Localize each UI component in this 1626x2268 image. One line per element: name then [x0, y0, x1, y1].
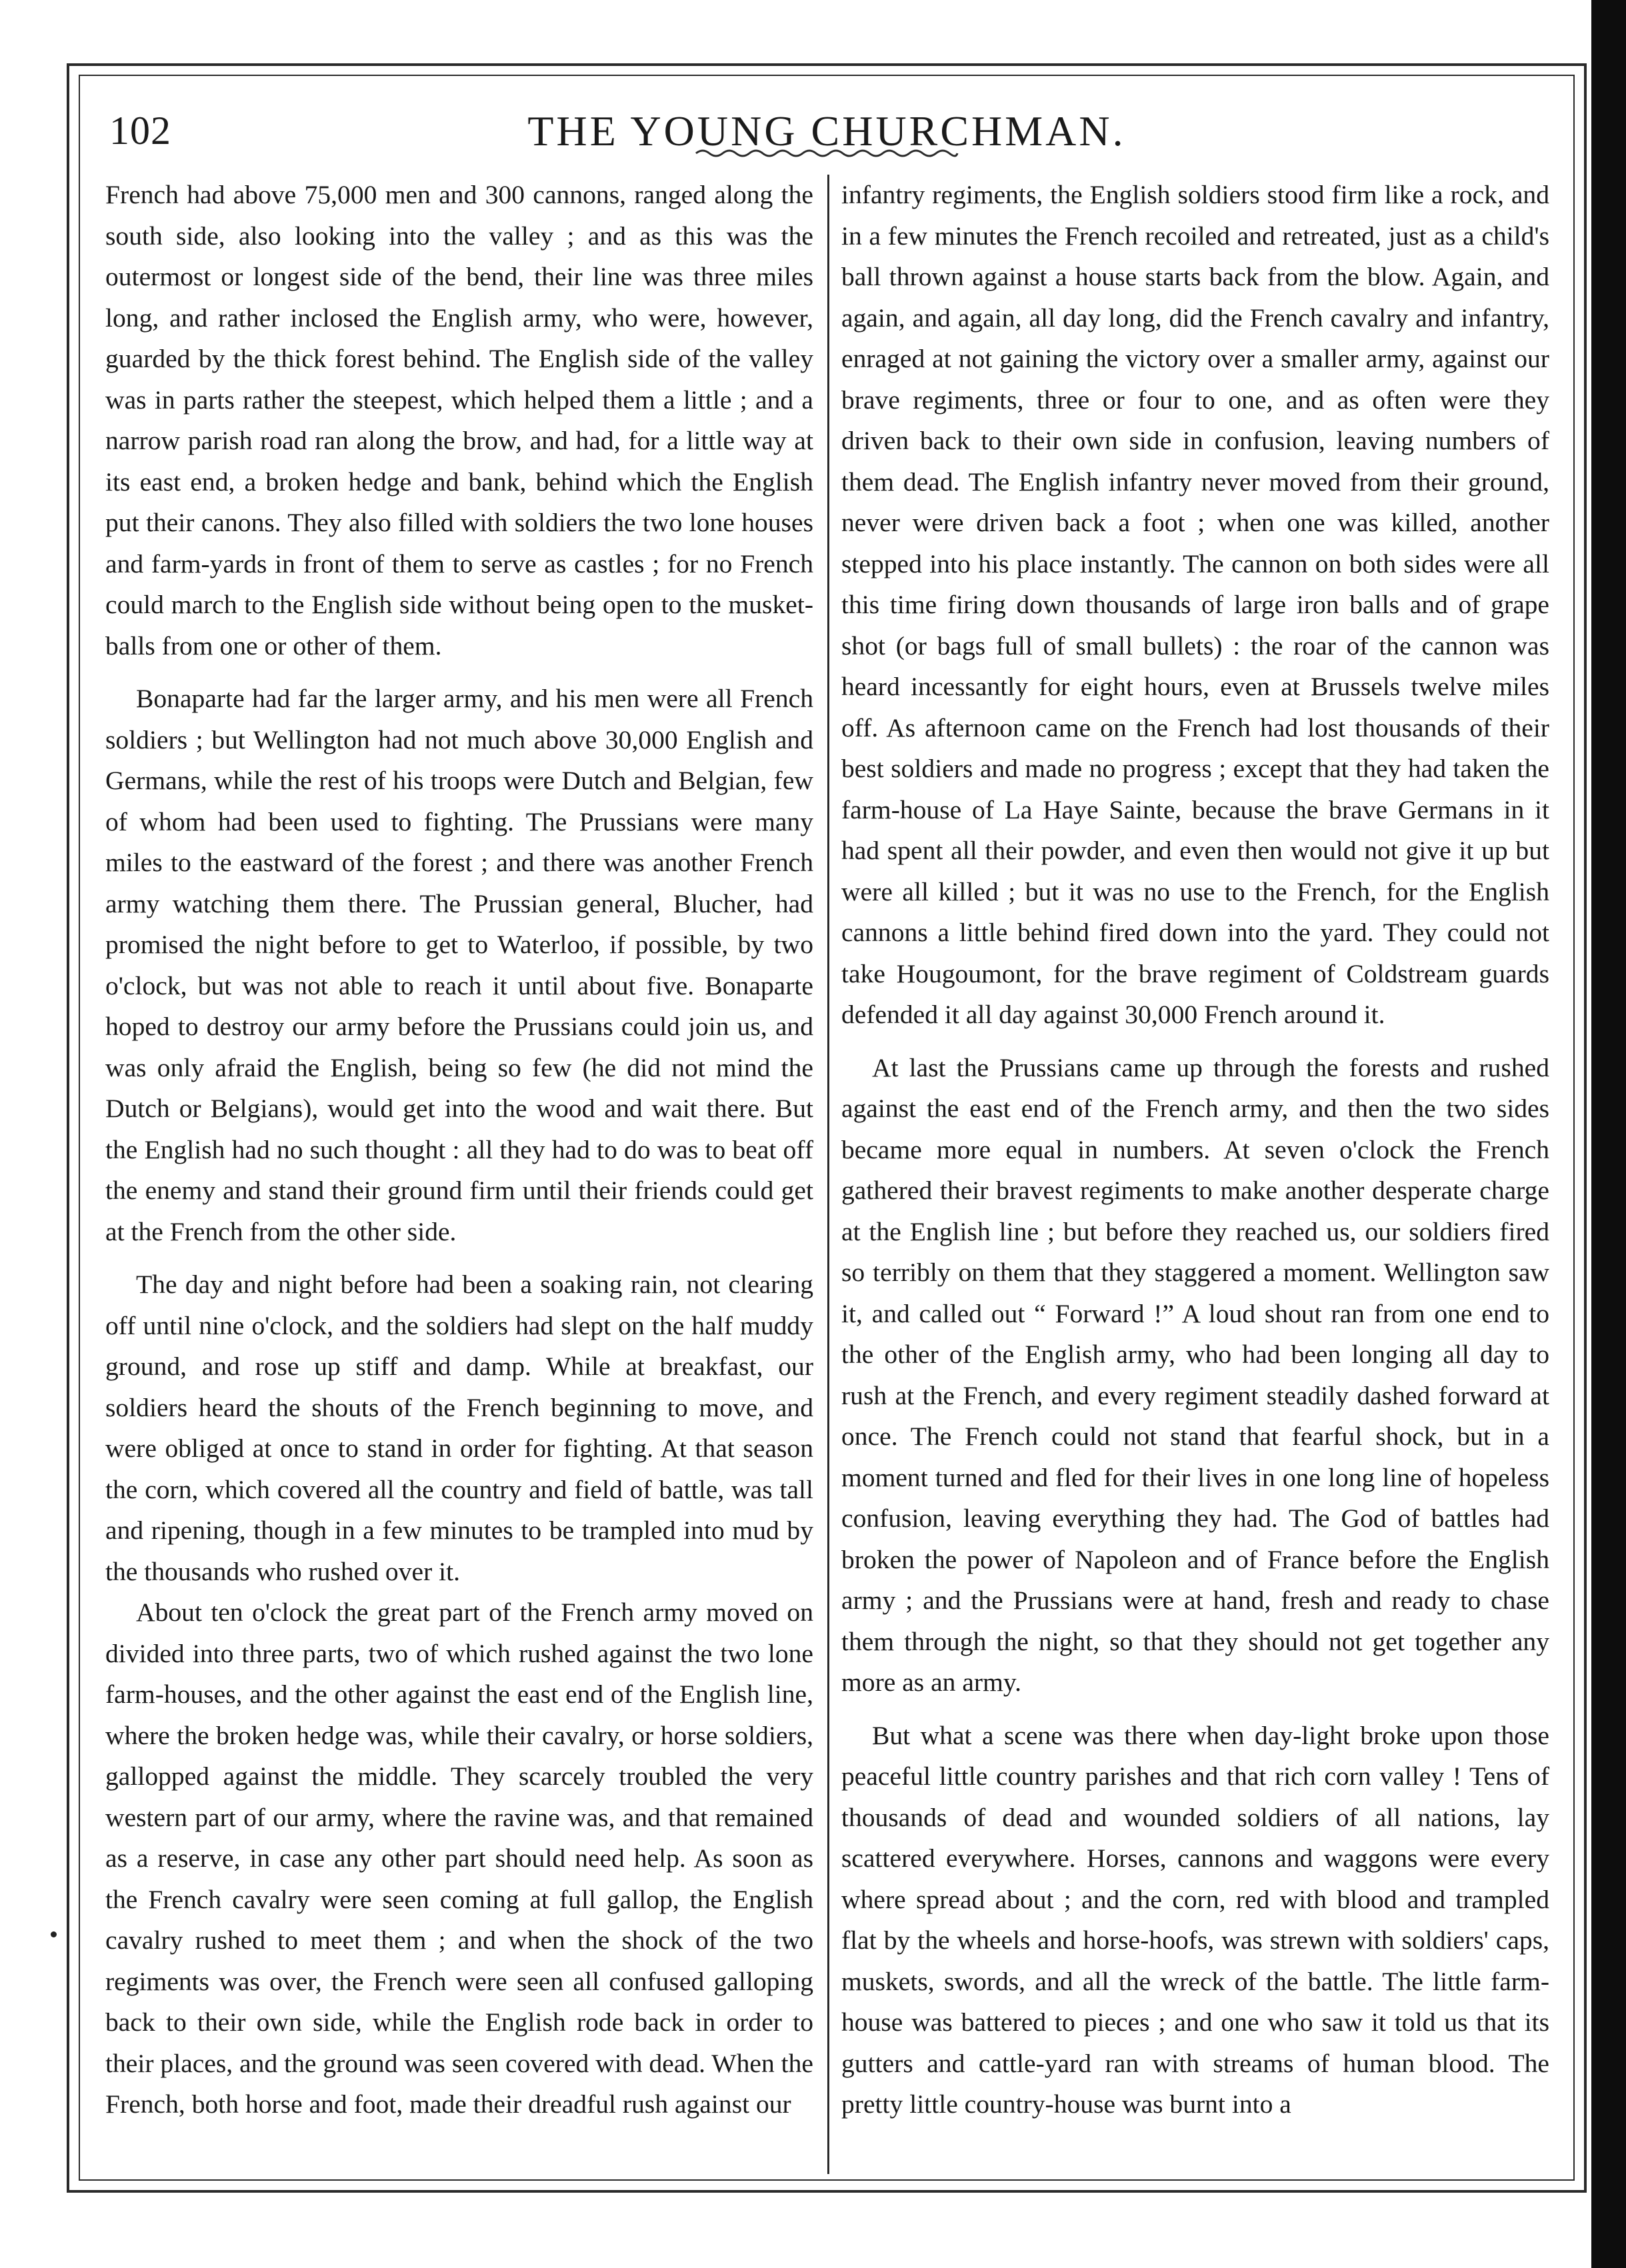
paragraph: The day and night before had been a soaking rain, not clearing off until nine o'clock, and the soldiers had slept on the half muddy ground, and rose up stiff and damp. While at breakfast, our soldiers heard the shouts of the French beginning to move, and were obliged at once to stand in order for fighting. At that season the corn, which covered all the country and field of battle, was tall and ripening, though in a few minutes to be trampled into mud by the thousands who rushed over it.: [105, 1270, 813, 1586]
scan-edge: [1591, 0, 1626, 2268]
left-column: [105, 175, 813, 2125]
right-column: [841, 175, 1549, 2125]
paragraph: But what a scene was there when day-light broke upon those peaceful little country parishes and that rich corn valley ! Tens of thousands of dead and wounded soldiers of all nations, lay scattered everywhere. Horses, cannons and waggons were every where spread about ; and the corn, red with blood and trampled flat by the wheels and horse-hoofs, was strewn with soldiers' caps, muskets, swords, and all the wreck of the battle. The little farm-house was battered to pieces ; and one who saw it told us that its gutters and cattle-yard ran with streams of human blood. The pretty little country-house was burnt into a: [841, 1720, 1549, 2119]
paragraph: About ten o'clock the great part of the French army moved on divided into three parts, two of which rushed against the two lone farm-houses, and the other against the east end of the English line, where the broken hedge was, while their cavalry, or horse soldiers, gallopped against the middle. They scarcely troubled the very western part of our army, where the ravine was, and that remained as a reserve, in case any other part should need help. As soon as the French cavalry were seen coming at full gallop, the English cavalry rushed to meet them ; and when the shock of the two regiments was over, the French were seen all confused galloping back to their own side, while the English rode back in order to their places, and the ground was seen covered with dead. When the French, both horse and foot, made their dreadful rush against our: [105, 1598, 814, 2119]
title-ornament: [693, 145, 960, 161]
column-divider: [827, 175, 829, 2174]
paragraph: French had above 75,000 men and 300 cannons, ranged along the south side, also looking into the valley ; and as this was the outermost or longest side of the bend, their line was three miles long, and rather inclosed the English army, who were, however, guarded by the thick forest behind. The English side of the valley was in parts rather the steepest, which helped them a little ; and a narrow parish road ran along the brow, and had, for a little way at its east end, a broken hedge and bank, behind which the English put their canons. They also filled with soldiers the two lone houses and farm-yards in front of them to serve as castles ; for no French could march to the English side without being open to the musket-balls from one or other of them.: [105, 180, 813, 660]
journal-title: THE YOUNG CHURCHMAN.: [527, 107, 1126, 155]
page-number: 102: [109, 109, 171, 153]
margin-mark: [51, 1931, 57, 1937]
paragraph: Bonaparte had far the larger army, and his men were all French soldiers ; but Wellington had not much above 30,000 English and Germans, while the rest of his troops were Dutch and Belgian, few of whom had been used to fighting. The Prussians were many miles to the eastward of the forest ; and there was another French army watching them there. The Prussian general, Blucher, had promised the night before to get to Waterloo, if possible, by two o'clock, but was not able to reach it until about five. Bonaparte hoped to destroy our army before the Prussians could join us, and was only afraid the English, being so few (he did not mind the Dutch or Belgians), would get into the wood and wait there. But the English had no such thought : all they had to do was to beat off the enemy and stand their ground firm until their friends could get at the French from the other side.: [105, 684, 813, 1246]
paragraph: infantry regiments, the English soldiers stood firm like a rock, and in a few minutes the French recoiled and retreated, just as a child's ball thrown against a house starts back from the blow. Again, and again, and again, all day long, did the French cavalry and infantry, enraged at not gaining the victory over a smaller army, against our brave regiments, three or four to one, and as often were they driven back to their own side in confusion, leaving numbers of them dead. The English infantry never moved from their ground, never were driven back a foot ; when one was killed, another stepped into his place instantly. The cannon on both sides were all this time firing down thousands of large iron balls and of grape shot (or bags full of small bullets) : the roar of the cannon was heard incessantly for eight hours, even at Brussels twelve miles off. As afternoon came on the French had lost thousands of their best soldiers and made no progress ; except that they had taken the farm-house of La Haye Sainte, because the brave Germans in it had spent all their powder, and even then would not give it up but were all killed ; but it was no use to the French, for the English cannons a little behind fired down into the yard. They could not take Hougoumont, for the brave regiment of Coldstream guards defended it all day against 30,000 French around it.: [841, 180, 1549, 1029]
paragraph: At last the Prussians came up through the forests and rushed against the east end of the French army, and then the two sides became more equal in numbers. At seven o'clock the French gathered their bravest regiments to make another desperate charge at the English line ; but before they reached us, our soldiers fired so terribly on them that they staggered a moment. Wellington saw it, and called out “ Forward !” A loud shout ran from one end to the other of the English army, who had been longing all day to rush at the French, and every regiment steadily dashed forward at once. The French could not stand that fearful shock, but in a moment turned and fled for their lives in one long line of hopeless confusion, leaving everything they had. The God of battles had broken the power of Napoleon and of France before the English army ; and the Prussians were at hand, fresh and ready to chase them through the night, so that they should not get together any more as an army.: [841, 1052, 1549, 1697]
